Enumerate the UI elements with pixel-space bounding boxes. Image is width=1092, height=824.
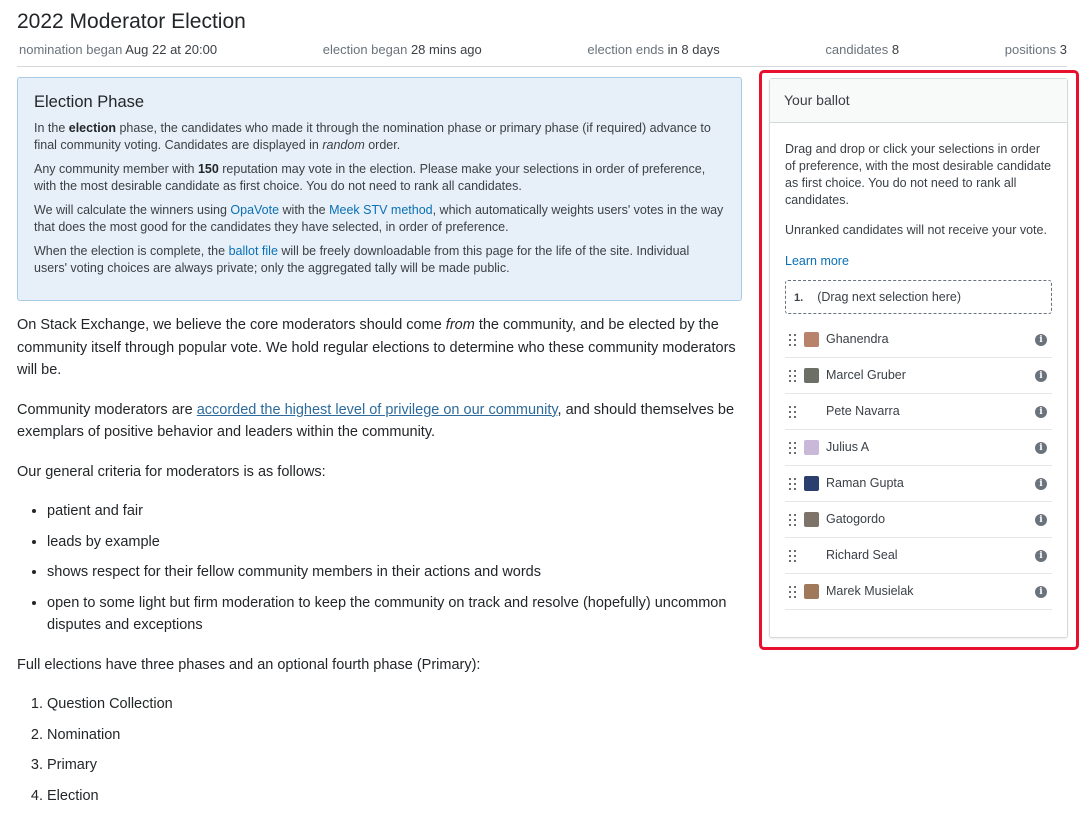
meta-election-ends: election ends in 8 days <box>587 42 720 57</box>
list-item: 4. Election <box>47 785 747 808</box>
phase-paragraph-1: In the election phase, the candidates who made it through the nomination phase or primary phase (if required) advance to final community voting. Candidates are displayed in random order. <box>34 121 711 152</box>
list-item: 3. Primary <box>47 754 747 777</box>
dropzone-text: (Drag next selection here) <box>817 290 962 304</box>
phase-paragraph-2: Any community member with 150 reputation may vote in the election. Please make your selections in order of preference, with the most desirable candidate as first choice. You do not need to rank all candidates. <box>34 162 706 193</box>
drag-handle-icon[interactable] <box>789 370 798 382</box>
phase-paragraph-3: We will calculate the winners using OpaVote with the Meek STV method, which automatically weights users' votes in the way that does the most good for the candidates they have selected, in order of preference. <box>34 203 724 234</box>
ballot-candidate-row[interactable] <box>785 430 1052 466</box>
phases-list <box>17 693 747 807</box>
meta-nomination: nomination began Aug 22 at 20:00 <box>19 42 218 57</box>
ballot-title: Your ballot <box>770 79 1067 123</box>
ballot-panel <box>769 78 1068 638</box>
criteria-list <box>17 500 747 637</box>
ballot-candidate-row[interactable] <box>785 538 1052 574</box>
candidate-name: Julius A <box>826 440 870 454</box>
list-item: 2. Nomination <box>47 724 747 747</box>
meta-candidates: candidates 8 <box>825 42 900 57</box>
list-item: • leads by example <box>47 531 747 554</box>
ballot-file-link[interactable]: ballot file <box>228 244 278 258</box>
meek-stv-link[interactable]: Meek STV method <box>329 203 433 217</box>
list-item: • patient and fair <box>47 500 747 523</box>
candidate-name: Gatogordo <box>826 512 886 526</box>
phases-intro: Full elections have three phases and an optional fourth phase (Primary): <box>17 656 481 673</box>
info-icon[interactable]: i <box>1035 406 1047 418</box>
election-phase-notice <box>17 77 742 301</box>
drag-handle-icon[interactable] <box>789 406 798 418</box>
candidate-name: Marek Musielak <box>826 584 914 598</box>
candidate-name: Marcel Gruber <box>826 368 906 382</box>
avatar <box>804 512 819 527</box>
ballot-candidate-row[interactable] <box>785 358 1052 394</box>
candidate-name: Ghanendra <box>826 332 889 346</box>
ballot-candidate-row[interactable] <box>785 466 1052 502</box>
drag-handle-icon[interactable] <box>789 334 798 346</box>
avatar <box>804 368 819 383</box>
info-icon[interactable]: i <box>1035 514 1047 526</box>
meta-election-began: election began 28 mins ago <box>322 42 482 57</box>
info-icon[interactable]: i <box>1035 478 1047 490</box>
ballot-unranked-note: Unranked candidates will not receive your vote. <box>785 223 1047 237</box>
election-description <box>17 314 747 824</box>
intro-paragraph: On Stack Exchange, we believe the core moderators should come from the community, and be elected by the community itself through popular vote. We hold regular elections to determine who these community moderators will be. <box>17 317 736 378</box>
candidate-name: Pete Navarra <box>826 404 900 418</box>
ballot-candidate-row[interactable] <box>785 574 1052 610</box>
drag-handle-icon[interactable] <box>789 442 798 454</box>
list-item: • shows respect for their fellow community members in their actions and words <box>47 561 747 584</box>
drag-handle-icon[interactable] <box>789 514 798 526</box>
drag-handle-icon[interactable] <box>789 586 798 598</box>
avatar <box>804 332 819 347</box>
avatar <box>804 440 819 455</box>
info-icon[interactable]: i <box>1035 550 1047 562</box>
dropzone-number: 1. <box>794 292 804 304</box>
info-icon[interactable]: i <box>1035 334 1047 346</box>
candidate-name: Richard Seal <box>826 548 898 562</box>
privilege-paragraph: Community moderators are accorded the highest level of privilege on our community, and should themselves be exemplars of positive behavior and leaders within the community. <box>17 401 735 440</box>
criteria-intro: Our general criteria for moderators is as follows: <box>17 463 326 480</box>
avatar <box>804 584 819 599</box>
learn-more-link[interactable]: Learn more <box>785 254 849 268</box>
ballot-candidate-row[interactable] <box>785 322 1052 358</box>
info-icon[interactable]: i <box>1035 442 1047 454</box>
list-item: • open to some light but firm moderation to keep the community on track and resolve (hopefully) uncommon disputes and exceptions <box>47 592 747 637</box>
avatar <box>804 548 819 563</box>
candidate-list <box>785 322 1052 610</box>
info-icon[interactable]: i <box>1035 370 1047 382</box>
info-icon[interactable]: i <box>1035 586 1047 598</box>
privilege-link[interactable]: accorded the highest level of privilege on our community <box>196 401 558 418</box>
page-title: 2022 Moderator Election <box>17 10 246 33</box>
avatar <box>804 404 819 419</box>
drag-handle-icon[interactable] <box>789 550 798 562</box>
phase-title: Election Phase <box>34 93 145 111</box>
ballot-dropzone[interactable] <box>785 280 1052 314</box>
opavote-link[interactable]: OpaVote <box>230 203 280 217</box>
ballot-candidate-row[interactable] <box>785 394 1052 430</box>
drag-handle-icon[interactable] <box>789 478 798 490</box>
phase-paragraph-4: When the election is complete, the ballot file will be freely downloadable from this page for the life of the site. Individual users' voting choices are always private; only the aggregated tally will be made public. <box>34 244 690 275</box>
election-meta-bar <box>17 42 1067 67</box>
ballot-candidate-row[interactable] <box>785 502 1052 538</box>
ballot-instructions: Drag and drop or click your selections in order of preference, with the most desirable candidate as first choice. You do not need to rank all candidates. <box>785 142 1052 207</box>
meta-positions: positions 3 <box>1004 42 1067 57</box>
candidate-name: Raman Gupta <box>826 476 904 490</box>
avatar <box>804 476 819 491</box>
list-item: 1. Question Collection <box>47 693 747 716</box>
